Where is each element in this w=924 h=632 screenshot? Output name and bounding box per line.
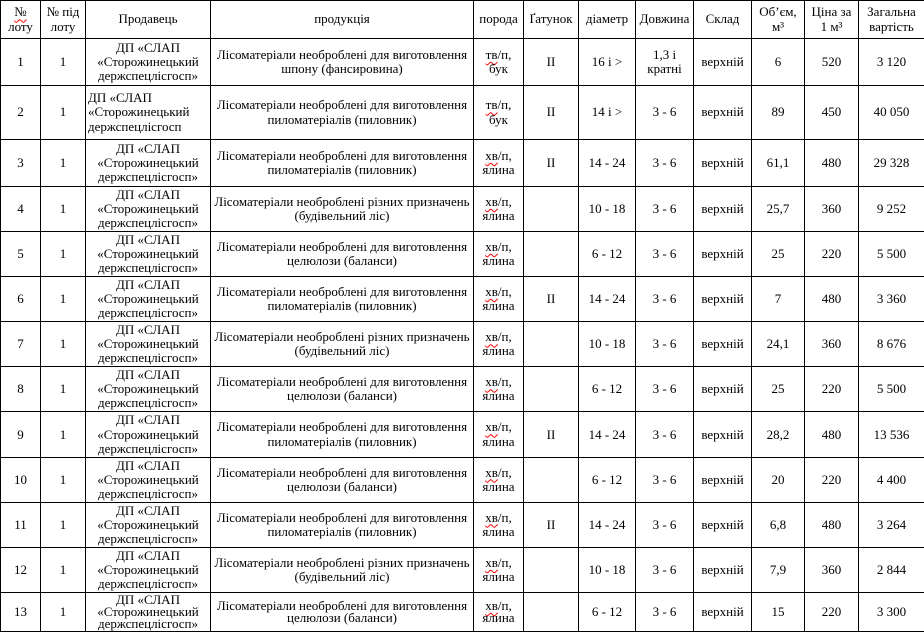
breed-abbreviation: хв <box>485 510 498 525</box>
cell-sublot-number: 1 <box>41 592 86 631</box>
breed-species: ялина <box>482 162 514 177</box>
breed-abbreviation: хв <box>485 284 498 299</box>
cell-grade: II <box>524 86 579 140</box>
cell-product: Лісоматеріали необроблені для виготовлення пиломатеріалів (пиловник) <box>211 502 474 547</box>
cell-product: Лісоматеріали необроблені різних призначень (будівельний ліс) <box>211 187 474 232</box>
cell-breed <box>474 592 524 631</box>
cell-sublot-number: 1 <box>41 547 86 592</box>
cell-price: 480 <box>805 412 859 457</box>
cell-diameter: 14 і > <box>579 86 636 140</box>
header-seller: Продавець <box>86 1 211 39</box>
cell-breed <box>474 412 524 457</box>
cell-product: Лісоматеріали необроблені для виготовлення шпону (фансировина) <box>211 39 474 86</box>
cell-total-value: 3 300 <box>859 592 924 631</box>
cell-breed <box>474 367 524 412</box>
table-row <box>1 277 924 322</box>
cell-product: Лісоматеріали необроблені для виготовлення пиломатеріалів (пиловник) <box>211 140 474 187</box>
breed-species: ялина <box>482 524 514 539</box>
cell-sublot-number: 1 <box>41 232 86 277</box>
cell-product: Лісоматеріали необроблені різних призначень (будівельний ліс) <box>211 322 474 367</box>
cell-lot-number: 1 <box>1 39 41 86</box>
cell-seller: ДП «СЛАП «Сторожинецький держспецлісгосп» <box>86 412 211 457</box>
cell-volume: 24,1 <box>752 322 805 367</box>
cell-lot-number: 10 <box>1 457 41 502</box>
cell-lot-number: 12 <box>1 547 41 592</box>
cell-lot-number: 5 <box>1 232 41 277</box>
cell-length: 3 - 6 <box>636 457 694 502</box>
cell-warehouse: верхній <box>694 277 752 322</box>
cell-breed <box>474 232 524 277</box>
cell-grade <box>524 367 579 412</box>
header-diameter: діаметр <box>579 1 636 39</box>
cell-breed <box>474 140 524 187</box>
cell-warehouse: верхній <box>694 457 752 502</box>
cell-lot-number: 4 <box>1 187 41 232</box>
cell-diameter: 6 - 12 <box>579 592 636 631</box>
cell-product: Лісоматеріали необроблені різних призначень (будівельний ліс) <box>211 547 474 592</box>
cell-product: Лісоматеріали необроблені для виготовлення целюлози (баланси) <box>211 592 474 631</box>
breed-abbreviation-rest: /п, <box>498 555 512 570</box>
cell-seller: ДП «СЛАП «Сторожинецький держспецлісгосп» <box>86 140 211 187</box>
header-length: Довжина <box>636 1 694 39</box>
table-body <box>1 39 924 632</box>
breed-species: бук <box>489 61 508 76</box>
cell-breed <box>474 277 524 322</box>
cell-sublot-number: 1 <box>41 412 86 457</box>
cell-volume: 6 <box>752 39 805 86</box>
cell-length: 3 - 6 <box>636 502 694 547</box>
cell-diameter: 6 - 12 <box>579 367 636 412</box>
cell-total-value: 5 500 <box>859 367 924 412</box>
breed-species: ялина <box>482 253 514 268</box>
cell-length: 3 - 6 <box>636 232 694 277</box>
cell-warehouse: верхній <box>694 592 752 631</box>
cell-grade <box>524 232 579 277</box>
cell-seller: ДП «СЛАП «Сторожинецький держспецлісгосп» <box>86 457 211 502</box>
breed-abbreviation: тв <box>486 97 498 112</box>
cell-diameter: 10 - 18 <box>579 547 636 592</box>
cell-price: 220 <box>805 232 859 277</box>
breed-abbreviation: хв <box>485 239 498 254</box>
header-warehouse: Склад <box>694 1 752 39</box>
cell-seller: ДП «СЛАП «Сторожинецький держспецлісгосп» <box>86 502 211 547</box>
breed-abbreviation-rest: /п, <box>498 598 512 613</box>
breed-abbreviation: хв <box>485 419 498 434</box>
cell-total-value: 3 264 <box>859 502 924 547</box>
breed-species: ялина <box>482 343 514 358</box>
cell-breed <box>474 502 524 547</box>
cell-grade <box>524 322 579 367</box>
cell-breed <box>474 187 524 232</box>
breed-abbreviation: хв <box>485 194 498 209</box>
cell-volume: 28,2 <box>752 412 805 457</box>
cell-diameter: 10 - 18 <box>579 187 636 232</box>
cell-grade: II <box>524 277 579 322</box>
cell-seller: ДП «СЛАП «Сторожинецький держспецлісгосп» <box>86 39 211 86</box>
table-row <box>1 322 924 367</box>
cell-price: 360 <box>805 187 859 232</box>
cell-product: Лісоматеріали необроблені для виготовлення целюлози (баланси) <box>211 457 474 502</box>
table-row <box>1 367 924 412</box>
cell-breed <box>474 547 524 592</box>
cell-sublot-number: 1 <box>41 86 86 140</box>
cell-diameter: 14 - 24 <box>579 277 636 322</box>
table-row <box>1 502 924 547</box>
cell-length: 3 - 6 <box>636 187 694 232</box>
cell-volume: 25,7 <box>752 187 805 232</box>
breed-abbreviation-rest: /п, <box>498 465 512 480</box>
cell-price: 480 <box>805 140 859 187</box>
cell-product: Лісоматеріали необроблені для виготовлення целюлози (баланси) <box>211 367 474 412</box>
breed-abbreviation-rest: /п, <box>498 329 512 344</box>
cell-warehouse: верхній <box>694 187 752 232</box>
cell-price: 520 <box>805 39 859 86</box>
cell-grade <box>524 592 579 631</box>
cell-lot-number: 11 <box>1 502 41 547</box>
table-row <box>1 232 924 277</box>
cell-warehouse: верхній <box>694 39 752 86</box>
cell-lot-number: 6 <box>1 277 41 322</box>
breed-species: ялина <box>482 208 514 223</box>
header-sublot-number: № під лоту <box>41 1 86 39</box>
cell-lot-number: 13 <box>1 592 41 631</box>
cell-price: 360 <box>805 547 859 592</box>
cell-sublot-number: 1 <box>41 367 86 412</box>
cell-product: Лісоматеріали необроблені для виготовлення целюлози (баланси) <box>211 232 474 277</box>
cell-length: 3 - 6 <box>636 412 694 457</box>
cell-grade: II <box>524 502 579 547</box>
breed-abbreviation-rest: /п, <box>498 419 512 434</box>
cell-diameter: 14 - 24 <box>579 140 636 187</box>
table-row <box>1 412 924 457</box>
cell-warehouse: верхній <box>694 232 752 277</box>
cell-total-value: 8 676 <box>859 322 924 367</box>
cell-sublot-number: 1 <box>41 39 86 86</box>
breed-species: ялина <box>482 610 514 625</box>
cell-price: 220 <box>805 367 859 412</box>
cell-seller: ДП «СЛАП «Сторожинецький держспецлісгосп <box>86 86 211 140</box>
cell-diameter: 14 - 24 <box>579 502 636 547</box>
cell-sublot-number: 1 <box>41 322 86 367</box>
cell-lot-number: 7 <box>1 322 41 367</box>
breed-abbreviation: хв <box>485 148 498 163</box>
breed-abbreviation-rest: /п, <box>498 97 512 112</box>
cell-sublot-number: 1 <box>41 502 86 547</box>
cell-diameter: 6 - 12 <box>579 457 636 502</box>
cell-warehouse: верхній <box>694 322 752 367</box>
cell-price: 360 <box>805 322 859 367</box>
cell-seller: ДП «СЛАП «Сторожинецький держспецлісгосп» <box>86 277 211 322</box>
cell-diameter: 6 - 12 <box>579 232 636 277</box>
cell-warehouse: верхній <box>694 547 752 592</box>
cell-warehouse: верхній <box>694 86 752 140</box>
header-lot-number <box>1 1 41 39</box>
cell-lot-number: 9 <box>1 412 41 457</box>
cell-lot-number: 3 <box>1 140 41 187</box>
cell-breed <box>474 39 524 86</box>
cell-seller: ДП «СЛАП «Сторожинецький держспецлісгосп» <box>86 367 211 412</box>
cell-grade <box>524 547 579 592</box>
cell-warehouse: верхній <box>694 502 752 547</box>
cell-seller: ДП «СЛАП «Сторожинецький держспецлісгосп» <box>86 547 211 592</box>
cell-grade <box>524 457 579 502</box>
breed-abbreviation: хв <box>485 374 498 389</box>
cell-total-value: 2 844 <box>859 547 924 592</box>
cell-warehouse: верхній <box>694 412 752 457</box>
cell-product: Лісоматеріали необроблені для виготовлення пиломатеріалів (пиловник) <box>211 86 474 140</box>
breed-abbreviation: хв <box>485 329 498 344</box>
cell-length: 3 - 6 <box>636 140 694 187</box>
cell-grade: II <box>524 39 579 86</box>
cell-total-value: 3 360 <box>859 277 924 322</box>
cell-grade <box>524 187 579 232</box>
cell-total-value: 9 252 <box>859 187 924 232</box>
cell-volume: 61,1 <box>752 140 805 187</box>
cell-length: 3 - 6 <box>636 367 694 412</box>
cell-breed <box>474 457 524 502</box>
header-volume: Об’єм, м³ <box>752 1 805 39</box>
breed-abbreviation: хв <box>485 598 498 613</box>
cell-volume: 7 <box>752 277 805 322</box>
cell-price: 480 <box>805 277 859 322</box>
breed-species: ялина <box>482 388 514 403</box>
cell-diameter: 10 - 18 <box>579 322 636 367</box>
cell-seller: ДП «СЛАП «Сторожинецький держспецлісгосп» <box>86 232 211 277</box>
table-row <box>1 592 924 631</box>
cell-length: 3 - 6 <box>636 592 694 631</box>
cell-sublot-number: 1 <box>41 457 86 502</box>
cell-total-value: 13 536 <box>859 412 924 457</box>
cell-price: 480 <box>805 502 859 547</box>
header-price: Ціна за 1 м³ <box>805 1 859 39</box>
cell-lot-number: 8 <box>1 367 41 412</box>
header-total-value: Загальна вартість <box>859 1 924 39</box>
cell-sublot-number: 1 <box>41 140 86 187</box>
breed-abbreviation: хв <box>485 555 498 570</box>
cell-grade: II <box>524 140 579 187</box>
breed-abbreviation-rest: /п, <box>498 194 512 209</box>
breed-abbreviation-rest: /п, <box>498 374 512 389</box>
cell-seller: ДП «СЛАП «Сторожинецький держспецлісгосп» <box>86 187 211 232</box>
cell-seller: ДП «СЛАП «Сторожинецький держспецлісгосп» <box>86 322 211 367</box>
cell-volume: 20 <box>752 457 805 502</box>
cell-price: 220 <box>805 457 859 502</box>
cell-volume: 25 <box>752 232 805 277</box>
table-row <box>1 187 924 232</box>
cell-price: 220 <box>805 592 859 631</box>
header-row <box>1 1 924 39</box>
cell-length: 3 - 6 <box>636 547 694 592</box>
cell-volume: 89 <box>752 86 805 140</box>
cell-warehouse: верхній <box>694 367 752 412</box>
cell-volume: 7,9 <box>752 547 805 592</box>
cell-total-value: 40 050 <box>859 86 924 140</box>
cell-sublot-number: 1 <box>41 187 86 232</box>
cell-diameter: 14 - 24 <box>579 412 636 457</box>
cell-length: 3 - 6 <box>636 277 694 322</box>
lot-number-symbol: № <box>14 4 26 19</box>
table-row <box>1 86 924 140</box>
breed-abbreviation: хв <box>485 465 498 480</box>
breed-abbreviation: тв <box>486 47 498 62</box>
header-grade: Ґатунок <box>524 1 579 39</box>
cell-breed <box>474 86 524 140</box>
table-row <box>1 39 924 86</box>
cell-length: 3 - 6 <box>636 322 694 367</box>
breed-species: ялина <box>482 298 514 313</box>
breed-species: бук <box>489 112 508 127</box>
table-header <box>1 1 924 39</box>
breed-abbreviation-rest: /п, <box>498 148 512 163</box>
breed-species: ялина <box>482 479 514 494</box>
cell-volume: 15 <box>752 592 805 631</box>
cell-total-value: 5 500 <box>859 232 924 277</box>
cell-grade: II <box>524 412 579 457</box>
cell-breed <box>474 322 524 367</box>
breed-abbreviation-rest: /п, <box>498 284 512 299</box>
cell-volume: 6,8 <box>752 502 805 547</box>
cell-volume: 25 <box>752 367 805 412</box>
cell-diameter: 16 і > <box>579 39 636 86</box>
cell-price: 450 <box>805 86 859 140</box>
cell-total-value: 3 120 <box>859 39 924 86</box>
cell-total-value: 4 400 <box>859 457 924 502</box>
table-row <box>1 140 924 187</box>
cell-warehouse: верхній <box>694 140 752 187</box>
cell-total-value: 29 328 <box>859 140 924 187</box>
table-row <box>1 457 924 502</box>
cell-product: Лісоматеріали необроблені для виготовлення пиломатеріалів (пиловник) <box>211 277 474 322</box>
breed-species: ялина <box>482 569 514 584</box>
header-breed: порода <box>474 1 524 39</box>
cell-seller: ДП «СЛАП «Сторожинецький держспецлісгосп» <box>86 592 211 631</box>
cell-lot-number: 2 <box>1 86 41 140</box>
cell-length: 1,3 і кратні <box>636 39 694 86</box>
header-product: продукція <box>211 1 474 39</box>
cell-product: Лісоматеріали необроблені для виготовлення пиломатеріалів (пиловник) <box>211 412 474 457</box>
breed-abbreviation-rest: /п, <box>498 47 512 62</box>
breed-species: ялина <box>482 434 514 449</box>
cell-sublot-number: 1 <box>41 277 86 322</box>
breed-abbreviation-rest: /п, <box>498 510 512 525</box>
table-row <box>1 547 924 592</box>
lot-number-word: лоту <box>8 19 33 34</box>
breed-abbreviation-rest: /п, <box>498 239 512 254</box>
cell-length: 3 - 6 <box>636 86 694 140</box>
